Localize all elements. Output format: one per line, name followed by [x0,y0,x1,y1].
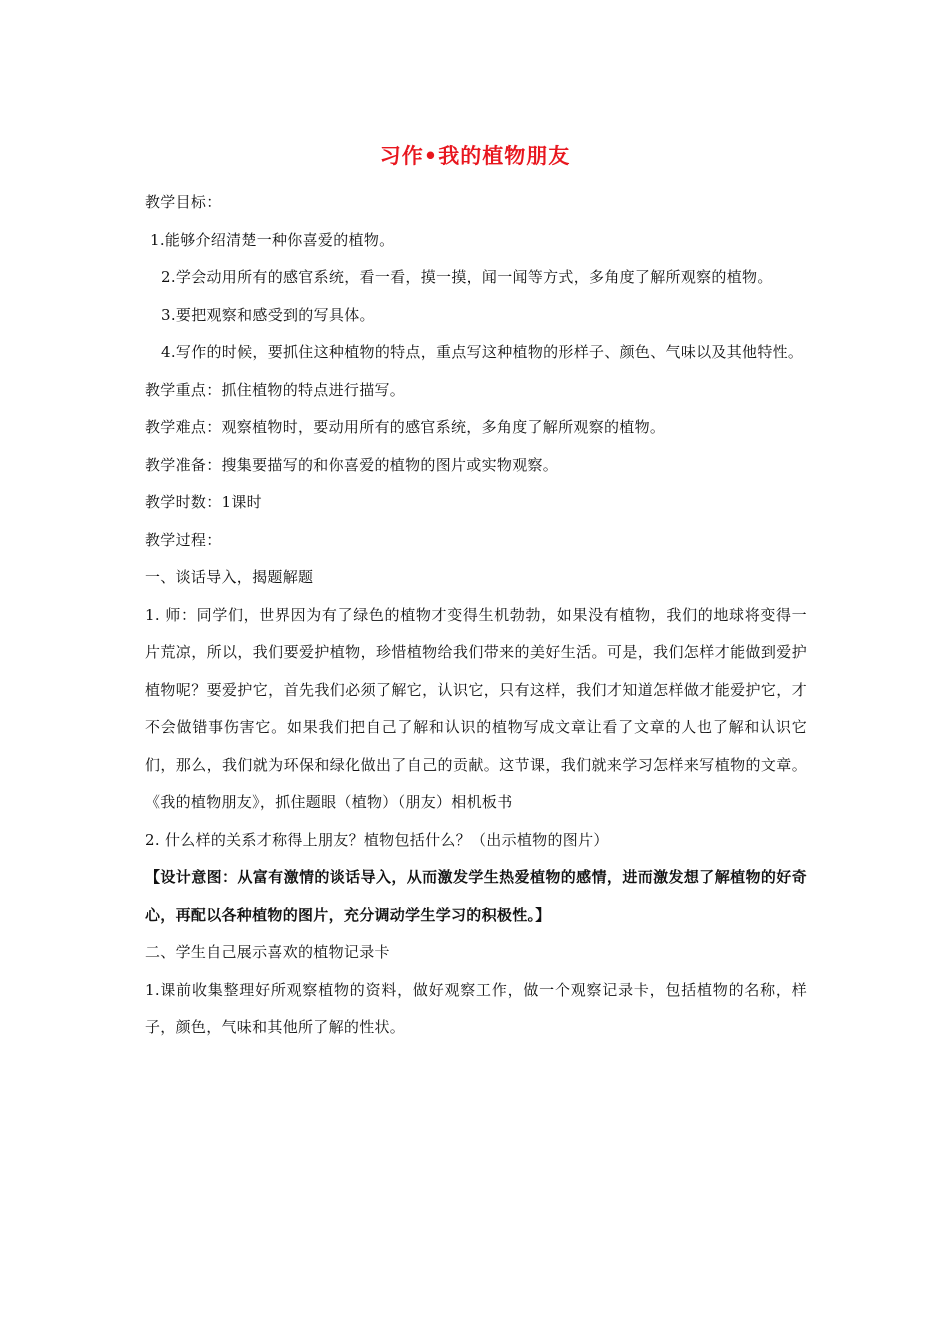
objective-item: 1.能够介绍清楚一种你喜爱的植物。 [150,230,395,249]
section-heading-process: 教学过程： [145,530,222,549]
body-paragraph: 1. 师：同学们，世界因为有了绿色的植物才变得生机勃勃，如果没有植物，我们的地球将变得一片荒凉，所以，我们要爱护植物，珍惜植物给我们带来的美好生活。可是，我们怎样才能做到爱护植物呢？要爱护它，首先我们必须了解它，认识它，只有这样，我们才知道怎样做才能爱护它，才不会做错事伤害它。如果我们把自己了解和认识的植物写成文章让看了文章的人也了解和认识它们，那么，我们就为环保和绿化做出了自己的贡献。这节课，我们就来学习怎样来写植物的文章。《我的植物朋友》，抓住题眼（植物）（朋友）相机板书 [145,605,807,811]
document-title: 习作•我的植物朋友 [379,144,571,168]
step-heading: 一、谈话导入，揭题解题 [145,568,314,586]
document-body [145,184,807,1047]
body-paragraph: 1.课前收集整理好所观察植物的资料，做好观察工作，做一个观察记录卡，包括植物的名称，样子，颜色，气味和其他所了解的性状。 [145,980,807,1036]
preparation: 教学准备：搜集要描写的和你喜爱的植物的图片或实物观察。 [145,455,559,474]
body-paragraph: 2. 什么样的关系才称得上朋友？植物包括什么？（出示植物的图片） [145,830,609,849]
design-intent-note: 【设计意图：从富有激情的谈话导入，从而激发学生热爱植物的感情，进而激发想了解植物的好奇心，再配以各种植物的图片，充分调动学生学习的积极性。】 [145,868,807,924]
objective-item: 2.学会动用所有的感官系统，看一看，摸一摸，闻一闻等方式，多角度了解所观察的植物。 [161,268,773,286]
objective-item: 3.要把观察和感受到的写具体。 [161,305,375,324]
key-point: 教学重点：抓住植物的特点进行描写。 [145,380,406,399]
step-heading: 二、学生自己展示喜欢的植物记录卡 [145,943,390,961]
class-hours: 教学时数：1课时 [145,493,262,511]
difficult-point: 教学难点：观察植物时，要动用所有的感官系统，多角度了解所观察的植物。 [145,418,666,436]
objective-item: 4.写作的时候，要抓住这种植物的特点，重点写这种植物的形样子、颜色、气味以及其他特性。 [161,343,804,361]
section-heading-objectives: 教学目标： [145,193,222,211]
